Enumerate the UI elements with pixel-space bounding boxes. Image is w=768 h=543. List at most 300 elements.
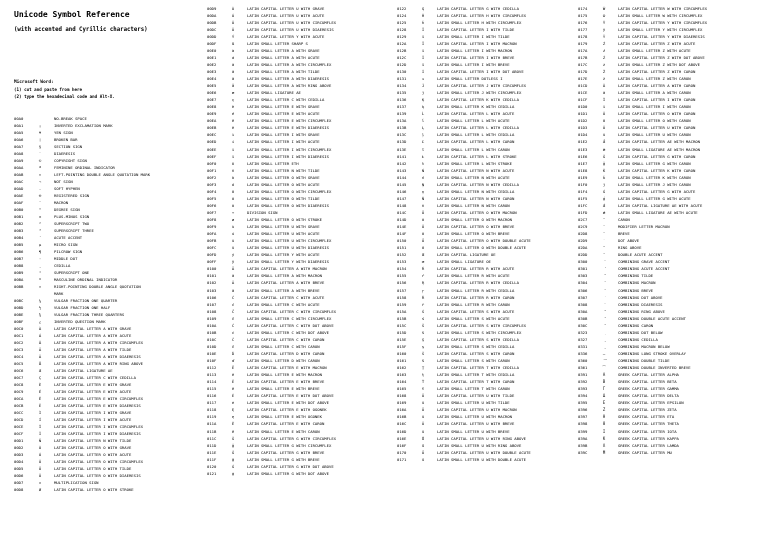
symbol-glyph: æ — [231, 90, 235, 96]
hex-code: 016D — [397, 428, 407, 434]
character-name: LATIN CAPITAL LETTER Z WITH CARON — [618, 68, 696, 74]
character-name: SECTION SIGN — [54, 144, 83, 149]
character-name: LATIN CAPITAL LETTER U WITH RING ABOVE — [437, 435, 527, 441]
symbol-glyph: Ř — [421, 294, 425, 300]
hex-code: 0397 — [578, 414, 588, 420]
hex-code: 00BE — [14, 312, 24, 317]
character-name: LATIN CAPITAL LETTER U WITH BREVE — [437, 421, 515, 427]
character-name: MACRON — [54, 200, 69, 205]
character-name: LATIN CAPITAL LETTER E WITH GRAVE — [54, 382, 132, 387]
character-name: LATIN SMALL LETTER U WITH CIRCUMFLEX — [247, 238, 332, 244]
symbol-glyph: Α — [602, 372, 606, 378]
hex-code: 00A9 — [14, 158, 24, 163]
character-name: LATIN CAPITAL LETTER O WITH ACUTE — [54, 452, 132, 457]
symbol-glyph: ° — [38, 207, 42, 212]
symbol-glyph: Ï — [38, 431, 42, 436]
symbol-glyph: ò — [231, 174, 235, 180]
character-name: LATIN CAPITAL LETTER A WITH MACRON — [247, 266, 327, 272]
character-name: LATIN SMALL LETTER U WITH MACRON — [437, 414, 512, 420]
character-name: LATIN CAPITAL LETTER R WITH ACUTE — [437, 266, 515, 272]
symbol-glyph: Ǒ — [602, 111, 606, 117]
character-name: COMBINING DIAERESIS — [618, 301, 663, 307]
symbol-glyph: å — [231, 83, 235, 89]
symbol-glyph — [599, 308, 609, 315]
character-name: LATIN SMALL LETTER Z WITH DOT ABOVE — [618, 61, 700, 67]
character-name: LATIN SMALL LETTER A WITH MACRON — [247, 273, 322, 279]
hex-code: 01E6 — [578, 153, 588, 159]
character-name: GREEK CAPITAL LETTER THETA — [618, 421, 679, 427]
symbol-glyph: Ǎ — [602, 83, 606, 89]
hex-code: 0106 — [207, 294, 217, 300]
hex-code: 0143 — [397, 167, 407, 173]
symbol-glyph: ş — [421, 343, 425, 349]
symbol-glyph: Ŕ — [421, 266, 425, 272]
ms-word-label: Microsoft Word: — [14, 80, 54, 85]
character-name: LATIN SMALL LETTER C WITH DOT ABOVE — [247, 329, 329, 335]
symbol-glyph: Ľ — [421, 139, 425, 145]
symbol-glyph: ņ — [421, 188, 425, 194]
character-name: LATIN SMALL LETTER ETH — [247, 160, 299, 166]
character-name: DIAERESIS — [54, 151, 76, 156]
character-name: LATIN CAPITAL LETTER I WITH TILDE — [437, 26, 515, 32]
character-name: LATIN CAPITAL LETTER O WITH MACRON — [437, 209, 517, 215]
hex-code: 014C — [397, 209, 407, 215]
hex-code: 00D9 — [207, 5, 217, 11]
symbol-glyph: ð — [231, 160, 235, 166]
symbol-glyph: Ō — [421, 209, 425, 215]
symbol-glyph: ³ — [38, 228, 42, 233]
symbol-glyph: Ε — [602, 400, 606, 406]
symbol-glyph: ę — [231, 414, 235, 420]
hex-code: 0162 — [397, 365, 407, 371]
hex-code: 00A1 — [14, 123, 24, 128]
hex-code: 010D — [207, 343, 217, 349]
character-name: LATIN CAPITAL LIGATURE AE — [54, 368, 113, 373]
hex-code: 0135 — [397, 90, 407, 96]
hex-code: 00DC — [207, 26, 217, 32]
character-name: LATIN SMALL LETTER I WITH MACRON — [437, 47, 512, 53]
hex-code: 0107 — [207, 301, 217, 307]
symbol-glyph: č — [231, 343, 235, 349]
character-name: LATIN SMALL LETTER U WITH GRAVE — [247, 224, 320, 230]
hex-code: 00AE — [14, 193, 24, 198]
hex-code: 00B0 — [14, 207, 24, 212]
hex-code: 0125 — [397, 19, 407, 25]
character-name: LATIN SMALL LETTER L WITH CARON — [437, 146, 510, 152]
hex-code: 00F9 — [207, 224, 217, 230]
symbol-glyph: ũ — [421, 400, 425, 406]
symbol-glyph: ń — [421, 174, 425, 180]
character-name: LATIN SMALL LETTER S WITH CEDILLA — [437, 343, 515, 349]
character-name: LATIN SMALL LETTER U WITH ACUTE — [247, 231, 320, 237]
character-name: LATIN SMALL LETTER A WITH CIRCUMFLEX — [247, 61, 332, 67]
hex-code: 01FD — [578, 209, 588, 215]
character-name: LATIN SMALL LETTER Z WITH ACUTE — [618, 47, 691, 53]
character-name: LATIN CAPITAL LETTER K WITH CARON — [618, 167, 696, 173]
symbol-glyph: è — [231, 104, 235, 110]
symbol-glyph: š — [421, 358, 425, 363]
character-name: LATIN SMALL LETTER L WITH ACUTE — [437, 118, 510, 124]
hex-code: 030C — [578, 322, 588, 328]
hex-code: 00E4 — [207, 76, 217, 81]
symbol-glyph: Ź — [602, 40, 606, 46]
hex-code: 00BF — [14, 319, 24, 324]
character-name: LATIN CAPITAL LETTER Z WITH DOT ABOVE — [618, 54, 705, 60]
symbol-glyph: ē — [231, 372, 235, 378]
character-name: LATIN SMALL LETTER Y WITH CIRCUMFLEX — [618, 26, 703, 32]
hex-code: 00A0 — [14, 116, 24, 121]
hex-code: 030A — [578, 308, 588, 314]
symbol-glyph: Ł — [421, 153, 425, 159]
hex-code: 030B — [578, 315, 588, 321]
character-name: LATIN CAPITAL LETTER N WITH CARON — [437, 195, 515, 201]
character-name: LATIN CAPITAL LETTER R WITH CARON — [437, 294, 515, 300]
hex-code: 016A — [397, 407, 407, 413]
hex-code: 0102 — [207, 280, 217, 286]
hex-code: 00C3 — [14, 347, 24, 352]
instruction-step-1: (1) cut and paste from here — [14, 87, 83, 92]
symbol-glyph: Ņ — [421, 181, 425, 187]
hex-code: 0115 — [207, 386, 217, 392]
symbol-glyph: Ķ — [421, 97, 425, 103]
hex-code: 0179 — [578, 40, 588, 46]
hex-code: 012C — [397, 54, 407, 60]
character-name: LATIN SMALL LETTER A WITH BREVE — [247, 287, 320, 293]
character-name: LATIN CAPITAL LETTER K WITH CEDILLA — [437, 97, 519, 103]
hex-code: 00A6 — [14, 137, 24, 142]
character-name: YEN SIGN — [54, 130, 73, 135]
hex-code: 01F5 — [578, 195, 588, 201]
symbol-glyph: ǩ — [602, 174, 606, 180]
hex-code: 00F6 — [207, 202, 217, 208]
hex-code: 01E2 — [578, 139, 588, 145]
hex-code: 0139 — [397, 111, 407, 117]
hex-code: 00B8 — [14, 263, 24, 268]
symbol-glyph: á — [231, 54, 235, 60]
hex-code: 039A — [578, 435, 588, 441]
symbol-glyph: ĩ — [421, 33, 425, 39]
character-name: LATIN CAPITAL LETTER T WITH CEDILLA — [437, 365, 519, 371]
symbol-glyph: ň — [421, 202, 425, 208]
symbol-glyph: Ġ — [231, 463, 235, 469]
character-name: LATIN SMALL LETTER I WITH ACUTE — [247, 139, 320, 145]
symbol-glyph: Ū — [421, 407, 425, 413]
hex-code: 0391 — [578, 372, 588, 378]
character-name: LATIN CAPITAL LETTER G WITH CIRCUMFLEX — [247, 435, 337, 441]
hex-code: 015F — [397, 343, 407, 349]
hex-code: 02D9 — [578, 238, 588, 244]
hex-code: 00F8 — [207, 217, 217, 222]
character-name: LATIN CAPITAL LETTER S WITH CARON — [437, 350, 515, 356]
character-name: LATIN CAPITAL LETTER AE WITH MACRON — [618, 139, 700, 145]
hex-code: 00DB — [207, 19, 217, 25]
hex-code: 01CD — [578, 83, 588, 89]
instruction-step-2: (2) type the hexadecimal code and Alt-X. — [14, 94, 115, 99]
symbol-glyph: ť — [421, 386, 425, 392]
symbol-glyph: Β — [602, 379, 606, 385]
hex-code: 0304 — [578, 280, 588, 286]
hex-code: 00A7 — [14, 144, 24, 149]
hex-code: 0131 — [397, 76, 407, 81]
symbol-glyph: î — [231, 146, 235, 152]
symbol-glyph: ˚ — [602, 245, 606, 251]
symbol-glyph: Ĉ — [231, 308, 235, 314]
character-name: LATIN SMALL LETTER G WITH CIRCUMFLEX — [247, 442, 332, 448]
symbol-glyph — [599, 294, 609, 301]
symbol-glyph — [599, 315, 609, 322]
symbol-glyph: Ǧ — [602, 153, 606, 159]
hex-code: 017C — [578, 61, 588, 67]
symbol-glyph: í — [231, 139, 235, 145]
symbol-glyph: Ĝ — [231, 435, 235, 441]
character-name: LATIN CAPITAL LETTER S WITH CIRCUMFLEX — [437, 322, 527, 328]
symbol-glyph: Ĩ — [421, 26, 425, 32]
character-name: LATIN CAPITAL LETTER S WITH CEDILLA — [437, 336, 519, 342]
hex-code: 0177 — [578, 26, 588, 32]
hex-code: 02DD — [578, 252, 588, 258]
hex-code: 00F1 — [207, 167, 217, 173]
character-name: MARK — [54, 291, 64, 296]
symbol-glyph: ĝ — [231, 442, 235, 448]
hex-code: 0155 — [397, 273, 407, 279]
symbol-glyph: ķ — [421, 104, 425, 110]
symbol-glyph: ÿ — [231, 259, 235, 265]
hex-code: 00EA — [207, 118, 217, 124]
symbol-glyph: ł — [421, 160, 425, 166]
hex-code: 00F0 — [207, 160, 217, 166]
symbol-glyph: Κ — [602, 435, 606, 441]
symbol-glyph: ŗ — [421, 287, 425, 293]
character-name: GREEK CAPITAL LETTER EPSILON — [618, 400, 684, 406]
hex-code: 0163 — [397, 372, 407, 378]
character-name: COMBINING CARON — [618, 322, 654, 328]
character-name: LATIN CAPITAL LETTER I WITH MACRON — [437, 40, 517, 46]
symbol-glyph: ō — [421, 217, 425, 222]
character-name: VULGAR FRACTION ONE HALF — [54, 305, 111, 310]
hex-code: 0161 — [397, 358, 407, 363]
hex-code: 01D1 — [578, 111, 588, 117]
character-name: LATIN SMALL LETTER E WITH ACUTE — [247, 111, 320, 117]
character-name: LATIN CAPITAL LETTER S WITH ACUTE — [437, 308, 515, 314]
symbol-glyph: ¡ — [38, 123, 42, 128]
symbol-glyph — [599, 343, 609, 350]
hex-code: 00FA — [207, 231, 217, 237]
character-name: LATIN SMALL LETTER R WITH CEDILLA — [437, 287, 515, 293]
symbol-glyph: Ĕ — [231, 379, 235, 385]
hex-code: 00D2 — [14, 445, 24, 450]
hex-code: 0160 — [397, 350, 407, 356]
symbol-glyph: ê — [231, 118, 235, 124]
hex-code: 0101 — [207, 273, 217, 279]
character-name: GREEK CAPITAL LETTER GAMMA — [618, 386, 679, 392]
symbol-glyph: Γ — [602, 386, 606, 392]
hex-code: 0157 — [397, 287, 407, 293]
hex-code: 0151 — [397, 245, 407, 251]
symbol-glyph: ï — [231, 153, 235, 159]
symbol-glyph: Õ — [38, 466, 42, 471]
hex-code: 00BD — [14, 305, 24, 310]
character-name: LATIN CAPITAL LETTER I WITH CARON — [618, 97, 696, 103]
symbol-glyph: Ñ — [38, 438, 42, 443]
hex-code: 0393 — [578, 386, 588, 392]
symbol-glyph: Å — [38, 361, 42, 366]
symbol-glyph: â — [231, 61, 235, 67]
symbol-glyph: ½ — [38, 305, 42, 310]
character-name: LATIN SMALL LETTER R WITH CARON — [437, 301, 510, 307]
symbol-glyph: ř — [421, 301, 425, 307]
character-name: GREEK CAPITAL LETTER ETA — [618, 414, 675, 420]
character-name: LATIN CAPITAL LETTER N WITH TILDE — [54, 438, 132, 443]
character-name: COMBINING MACRON — [618, 280, 656, 286]
hex-code: 011B — [207, 428, 217, 434]
symbol-glyph: Ţ — [421, 365, 425, 371]
character-name: LATIN SMALL LETTER U WITH DOUBLE ACUTE — [437, 456, 527, 462]
character-name: LATIN SMALL LETTER S WITH CARON — [437, 358, 510, 363]
hex-code: 01D2 — [578, 118, 588, 124]
hex-code: 0331 — [578, 343, 588, 349]
character-name: LATIN CAPITAL LETTER O WITH BREVE — [437, 224, 515, 230]
character-name: LATIN SMALL LETTER SHARP S — [247, 40, 308, 46]
hex-code: 01FC — [578, 202, 588, 208]
hex-code: 0399 — [578, 428, 588, 434]
character-name: LATIN SMALL LETTER Z WITH CARON — [618, 76, 691, 81]
character-name: COMBINING DOUBLE TILDE — [618, 358, 670, 363]
character-name: LATIN SMALL LIGATURE OE — [437, 259, 491, 265]
hex-code: 00AF — [14, 200, 24, 205]
symbol-glyph: ô — [231, 188, 235, 194]
character-name: LATIN SMALL LETTER A WITH TILDE — [247, 68, 320, 74]
symbol-glyph: Ě — [231, 421, 235, 427]
hex-code: 0150 — [397, 238, 407, 244]
symbol-glyph: ý — [231, 252, 235, 258]
character-name: COMBINING ACUTE ACCENT — [618, 266, 670, 272]
symbol-glyph: ŷ — [602, 26, 606, 32]
hex-code: 00F2 — [207, 174, 217, 180]
hex-code: 0394 — [578, 393, 588, 399]
character-name: LATIN SMALL LETTER U WITH RING ABOVE — [437, 442, 522, 448]
character-name: INVERTED EXCLAMATION MARK — [54, 123, 113, 128]
character-name: LATIN SMALL LETTER S WITH ACUTE — [437, 315, 510, 321]
hex-code: 00DA — [207, 12, 217, 18]
symbol-glyph: Ė — [231, 393, 235, 399]
symbol-glyph: Ǵ — [602, 188, 606, 194]
symbol-glyph: Ă — [231, 280, 235, 286]
character-name: CEDILLA — [54, 263, 71, 268]
character-name: LATIN CAPITAL LETTER L WITH STROKE — [437, 153, 517, 159]
hex-code: 00AB — [14, 172, 24, 177]
hex-code: 014D — [397, 217, 407, 222]
hex-code: 0103 — [207, 287, 217, 293]
character-name: LATIN CAPITAL LETTER Y WITH ACUTE — [247, 33, 325, 39]
hex-code: 017D — [578, 68, 588, 74]
hex-code: 01CF — [578, 97, 588, 103]
hex-code: 010A — [207, 322, 217, 328]
hex-code: 00E9 — [207, 111, 217, 117]
symbol-glyph: ˘ — [602, 231, 606, 237]
symbol-glyph: à — [231, 47, 235, 53]
hex-code: 00F3 — [207, 181, 217, 187]
symbol-glyph — [599, 329, 609, 336]
symbol-glyph: µ — [38, 242, 42, 247]
hex-code: 00C5 — [14, 361, 24, 366]
character-name: LATIN SMALL LETTER O WITH BREVE — [437, 231, 510, 237]
hex-code: 0137 — [397, 104, 407, 110]
character-name: COMBINING MACRON BELOW — [618, 343, 670, 349]
hex-code: 00AC — [14, 179, 24, 184]
symbol-glyph: Œ — [421, 252, 425, 258]
symbol-glyph: ¸ — [38, 263, 42, 268]
character-name: LATIN CAPITAL LETTER A WITH BREVE — [247, 280, 325, 286]
character-name: LATIN CAPITAL LETTER N WITH CEDILLA — [437, 181, 519, 187]
symbol-glyph: § — [38, 144, 42, 149]
hex-code: 00E2 — [207, 61, 217, 67]
character-name: LATIN SMALL LETTER T WITH CARON — [437, 386, 510, 392]
symbol-glyph: - — [38, 186, 42, 191]
hex-code: 00D4 — [14, 459, 24, 464]
symbol-glyph: ÷ — [231, 209, 235, 215]
hex-code: 0152 — [397, 252, 407, 258]
character-name: LATIN SMALL LETTER L WITH STROKE — [437, 160, 512, 166]
hex-code: 0108 — [207, 308, 217, 314]
symbol-glyph: Ä — [38, 354, 42, 359]
hex-code: 0100 — [207, 266, 217, 272]
symbol-glyph: Ŗ — [421, 280, 425, 286]
symbol-glyph: Á — [38, 333, 42, 338]
hex-code: 016E — [397, 435, 407, 441]
symbol-glyph: Ŏ — [421, 224, 425, 230]
hex-code: 013B — [397, 125, 407, 131]
hex-code: 00A5 — [14, 130, 24, 135]
symbol-glyph: © — [38, 158, 42, 163]
symbol-glyph: ċ — [231, 329, 235, 335]
symbol-glyph: ˙ — [602, 238, 606, 244]
character-name: VULGAR FRACTION THREE QUARTERS — [54, 312, 125, 317]
symbol-glyph: Ŝ — [421, 322, 425, 328]
hex-code: 0121 — [207, 470, 217, 476]
symbol-glyph: ŕ — [421, 273, 425, 279]
symbol-glyph: Ŵ — [602, 5, 606, 11]
character-name: LATIN CAPITAL LETTER I WITH DIAERESIS — [54, 431, 141, 436]
hex-code: 00C2 — [14, 340, 24, 345]
hex-code: 0146 — [397, 188, 407, 194]
character-name: LATIN CAPITAL LETTER H WITH CIRCUMFLEX — [437, 12, 527, 18]
symbol-glyph: ˝ — [602, 252, 606, 258]
hex-code: 00E0 — [207, 47, 217, 53]
character-name: LATIN SMALL LETTER O WITH TILDE — [247, 195, 320, 201]
character-name: GREEK CAPITAL LETTER ZETA — [618, 407, 677, 413]
hex-code: 0117 — [207, 400, 217, 406]
hex-code: 014E — [397, 224, 407, 230]
character-name: DEGREE SIGN — [54, 207, 80, 212]
character-name: MASCULINE ORDINAL INDICATOR — [54, 277, 118, 282]
hex-code: 01D4 — [578, 132, 588, 138]
hex-code: 039C — [578, 449, 588, 455]
character-name: LATIN CAPITAL LETTER E WITH BREVE — [247, 379, 325, 385]
hex-code: 0116 — [207, 393, 217, 399]
character-name: PILCROW SIGN — [54, 249, 83, 254]
hex-code: 011F — [207, 456, 217, 462]
symbol-glyph: ď — [231, 358, 235, 363]
symbol-glyph: Ú — [231, 12, 235, 18]
character-name: LATIN CAPITAL LETTER D WITH CARON — [247, 350, 325, 356]
hex-code: 010E — [207, 350, 217, 356]
symbol-glyph: Ő — [421, 238, 425, 244]
character-name: MODIFIER LETTER MACRON — [618, 224, 670, 230]
symbol-glyph: Ǣ — [602, 139, 606, 145]
character-name: GREEK CAPITAL LETTER KAPPA — [618, 435, 679, 441]
hex-code: 02C9 — [578, 224, 588, 230]
symbol-glyph: ¿ — [38, 319, 42, 324]
